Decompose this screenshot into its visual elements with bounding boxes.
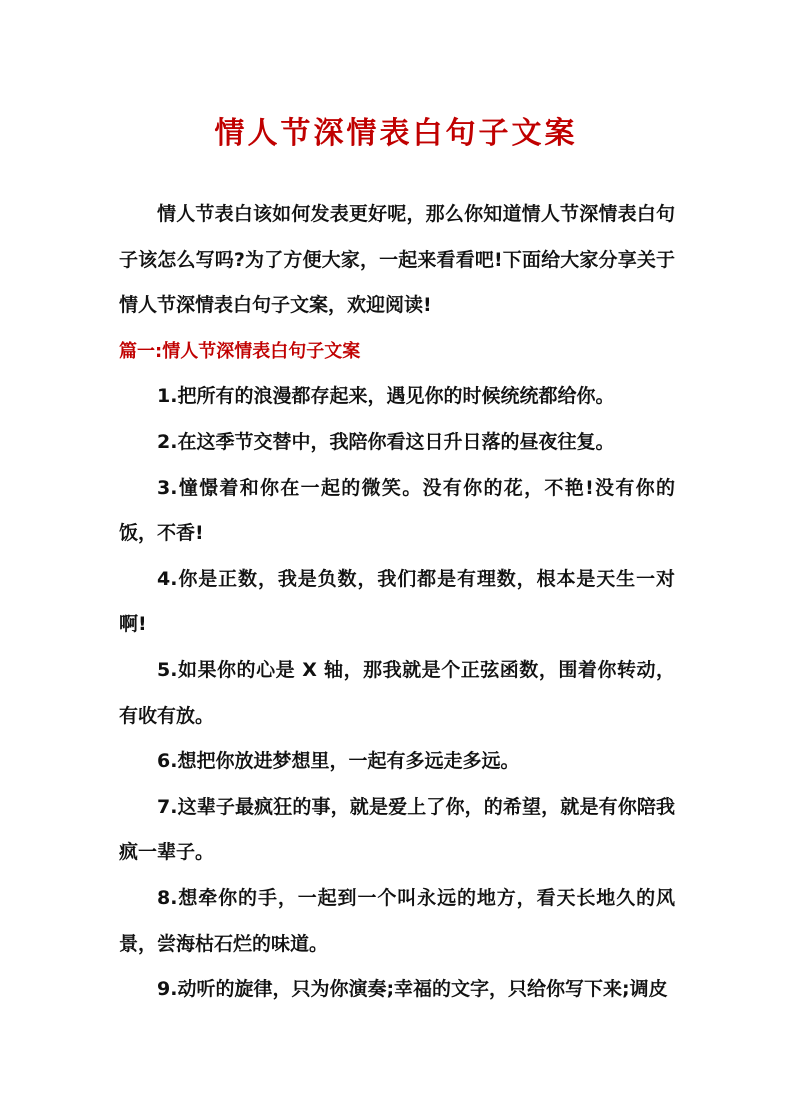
list-item: 9.动听的旋律，只为你演奏;幸福的文字，只给你写下来;调皮	[157, 978, 668, 1001]
list-item: 7.这辈子最疯狂的事，就是爱上了你，的希望，就是有你陪我疯一辈子。	[119, 795, 675, 864]
list-item: 3.憧憬着和你在一起的微笑。没有你的花，不艳!没有你的饭，不香!	[119, 476, 675, 545]
list-item: 6.想把你放进梦想里，一起有多远走多远。	[157, 750, 520, 773]
section-heading: 篇一:情人节深情表白句子文案	[119, 340, 361, 362]
intro-paragraph: 情人节表白该如何发表更好呢，那么你知道情人节深情表白句子该怎么写吗?为了方便大家，一起来看看吧!下面给大家分享关于情人节深情表白句子文案，欢迎阅读!	[119, 203, 675, 317]
list-item: 5.如果你的心是 X 轴，那我就是个正弦函数，围着你转动，有收有放。	[119, 658, 675, 727]
list-item: 2.在这季节交替中，我陪你看这日升日落的昼夜往复。	[157, 430, 615, 453]
document-body	[119, 192, 675, 1013]
list-item: 1.把所有的浪漫都存起来，遇见你的时候统统都给你。	[157, 385, 615, 408]
list-item: 8.想牵你的手，一起到一个叫永远的地方，看天长地久的风景，尝海枯石烂的味道。	[119, 886, 675, 955]
document-title: 情人节深情表白句子文案	[214, 116, 578, 151]
list-item: 4.你是正数，我是负数，我们都是有理数，根本是天生一对啊!	[119, 567, 675, 636]
